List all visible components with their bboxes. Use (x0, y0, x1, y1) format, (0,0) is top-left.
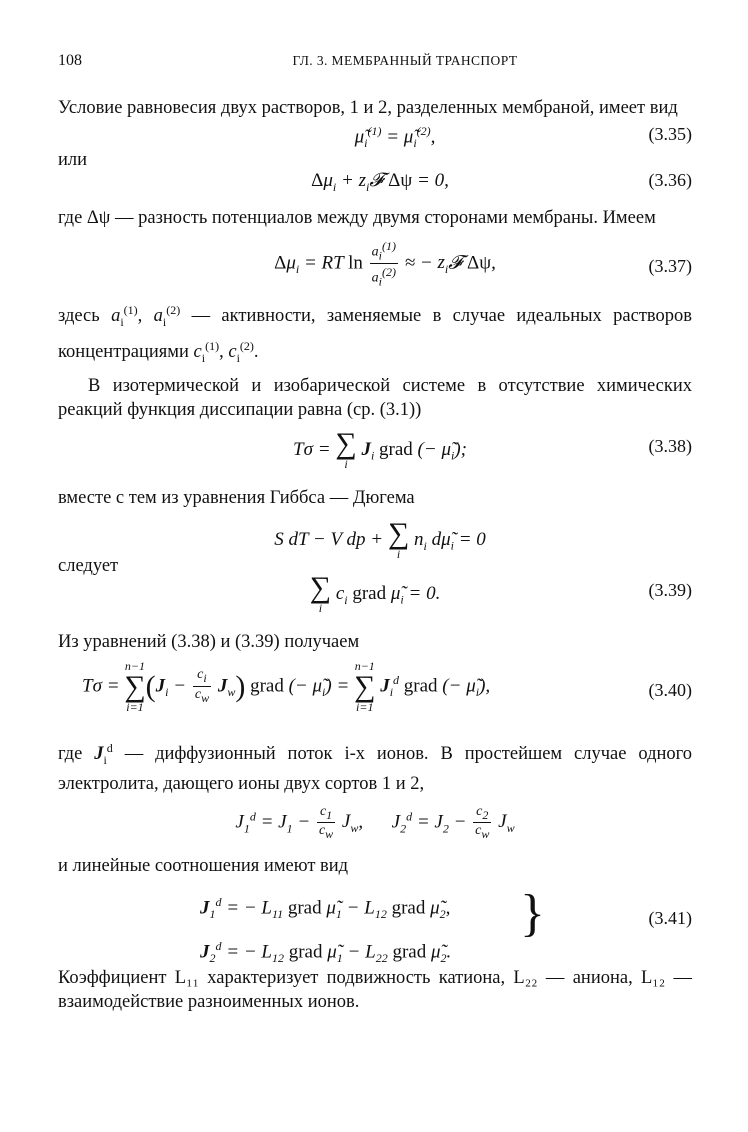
equation-3-36: или $\Delta\mu_i$ + $z_i𝓕$ Δψ = 0, (3.36) (58, 150, 692, 194)
equation-number: (3.36) (648, 170, 692, 190)
paragraph-potential: где Δψ — разность потенциалов между двумя сторонами мембраны. Имеем (58, 208, 656, 228)
paragraph-equilibrium: Условие равновесия двух растворов, 1 и 2, разделенных мембраной, имеет вид (58, 98, 678, 118)
or-word: или (58, 150, 88, 170)
paragraph-gibbs-duhem: вместе с тем из уравнения Гиббса — Дюгема (58, 487, 415, 508)
equation-number: (3.39) (648, 579, 692, 600)
paragraph-linear-relations: и линейные соотношения имеют вид (58, 855, 349, 876)
equation-3-41: $J_1^d$ = − $L_{11}$ grad $\mũ_1 - L_{12}$ grad $\mũ_2$, $J_2^d$ = − $L_{12}$ grad $\mũ_1 - L_{22}$ grad $\mũ_2$. } (3.41) (200, 884, 692, 965)
equation-number: (3.38) (648, 435, 692, 456)
paragraph-coefficients: Коэффициент L₁₁ характеризует подвижность катиона, L₂₂ — аниона, L₁₂ — взаимодействие разноименных ионов. (58, 967, 692, 1012)
equation-3-39: следует ∑ i $c_i$ grad $\mũ_i = 0$. (3.39) (58, 555, 692, 615)
paragraph-from-equations: Из уравнений (3.38) и (3.39) получаем (58, 631, 360, 652)
equation-3-38: Tσ = ∑ i $J_i$ grad (− $\mũ_i$); (3.38) (293, 426, 692, 471)
page-number: 108 (58, 52, 82, 69)
page (58, 50, 692, 1014)
equation-number: (3.41) (648, 907, 692, 928)
equation-number: (3.40) (648, 679, 692, 700)
equation-electrolyte-fluxes: $J_1^d = J_1$ − $\frac{c_1}{c_w}$ $J_w$, $J_2^d = J_2$ − $\frac{c_2}{c_w}$ $J_w$ (235, 803, 515, 842)
paragraph-activities: здесь $a_i^{(1)}$, $a_i^{(2)}$ — активности, заменяемые в случае идеальных растворов концентрациями $c_i^{(1)}$, $c_i^{(2)}$. (58, 303, 692, 365)
paragraph-diffusion-flux: где $J_i^d$ — диффузионный поток i-х ионов. В простейшем случае одного электролита, дающего ионы двух сортов 1 и 2, (58, 740, 693, 794)
equation-number: (3.37) (648, 256, 692, 276)
equation-3-40: Tσ = n−1 ∑ i=1 ($J_i$ − $\frac{c_i}{c_w}$ $J_w$) grad (− $\mũ_i$) = n−1 ∑ i=1 $J_i^d$ grad (− $\mũ_i$), (3.40) (82, 658, 692, 714)
running-header (58, 50, 692, 74)
equation-3-35: $\mũ_i^{(1)}$ = $\mũ_i^{(2)}$, (3.35) (354, 124, 692, 151)
chapter-title: ГЛ. 3. МЕМБРАННЫЙ ТРАНСПОРТ (292, 53, 518, 68)
equation-number: (3.35) (648, 124, 692, 144)
equation-gibbs-duhem: S dT − V dp + ∑ i $n_i$ $d\mũ_i = 0$ (274, 516, 486, 561)
paragraph-dissipation: В изотермической и изобарической системе в отсутствие химических реакций функция диссипации равна (ср. (3.1)) (58, 375, 692, 420)
equation-3-37: $\Delta\mu_i$ = RT ln $\frac{a_i^{(1)}}{a_i^{(2)}}$ ≈ − $z_i𝓕$ Δψ, (3.37) (274, 239, 692, 289)
follows-word: следует (58, 555, 119, 576)
